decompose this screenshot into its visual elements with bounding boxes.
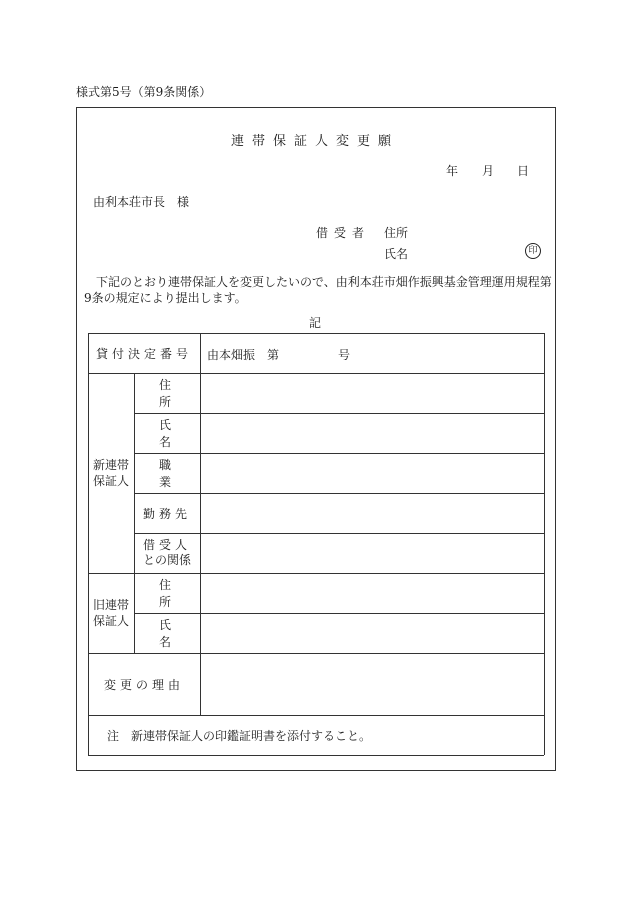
- old-guarantor-label-line1: 旧連帯: [92, 598, 129, 612]
- old-guarantor-label: [88, 573, 134, 653]
- new-guarantor-label-line2: 保証人: [92, 474, 129, 488]
- change-reason-label: 変更の理由: [103, 677, 184, 692]
- form-number-label: 様式第5号（第9条関係）: [76, 85, 212, 99]
- loan-number-suffix: 号: [338, 348, 351, 362]
- loan-number-prefix: 由本畑振 第: [207, 348, 280, 362]
- new-guarantor-label-line1: 新連帯: [92, 458, 129, 472]
- document-title: 連帯保証人変更願: [230, 134, 399, 149]
- new-guarantor-address-label: 住所: [158, 378, 191, 409]
- relation-label-line1: 借受人: [142, 538, 191, 552]
- new-guarantor-name-label: 氏名: [158, 418, 191, 449]
- new-guarantor-label: [88, 373, 134, 573]
- addressee: 由利本荘市長 様: [93, 195, 190, 209]
- date-day-label: 日: [517, 164, 530, 178]
- note-text: 注 新連帯保証人の印鑑証明書を添付すること。: [107, 728, 372, 743]
- new-guarantor-workplace-label: 勤務先: [142, 506, 191, 521]
- borrower-label: 借受者: [316, 226, 371, 240]
- old-guarantor-name-label: 氏名: [158, 618, 191, 649]
- date-month-label: 月: [482, 164, 495, 178]
- new-guarantor-relation-label: [134, 533, 200, 573]
- new-guarantor-occupation-label: 職業: [158, 458, 191, 489]
- old-guarantor-address-label: 住所: [158, 578, 191, 609]
- seal-icon: 印: [525, 243, 541, 259]
- applicant-address-label: 住所: [384, 226, 409, 240]
- loan-number-label: 貸付決定番号: [95, 346, 192, 361]
- applicant-name-label: 氏名: [384, 247, 409, 261]
- old-guarantor-label-line2: 保証人: [92, 614, 129, 628]
- request-body-text: 下記のとおり連帯保証人を変更したいので、由利本荘市畑作振興基金管理運用規程第9条の規定により提出します。: [84, 275, 552, 305]
- ki-heading: 記: [308, 316, 321, 330]
- date-year-label: 年: [446, 164, 459, 178]
- relation-label-line2: との関係: [142, 553, 191, 567]
